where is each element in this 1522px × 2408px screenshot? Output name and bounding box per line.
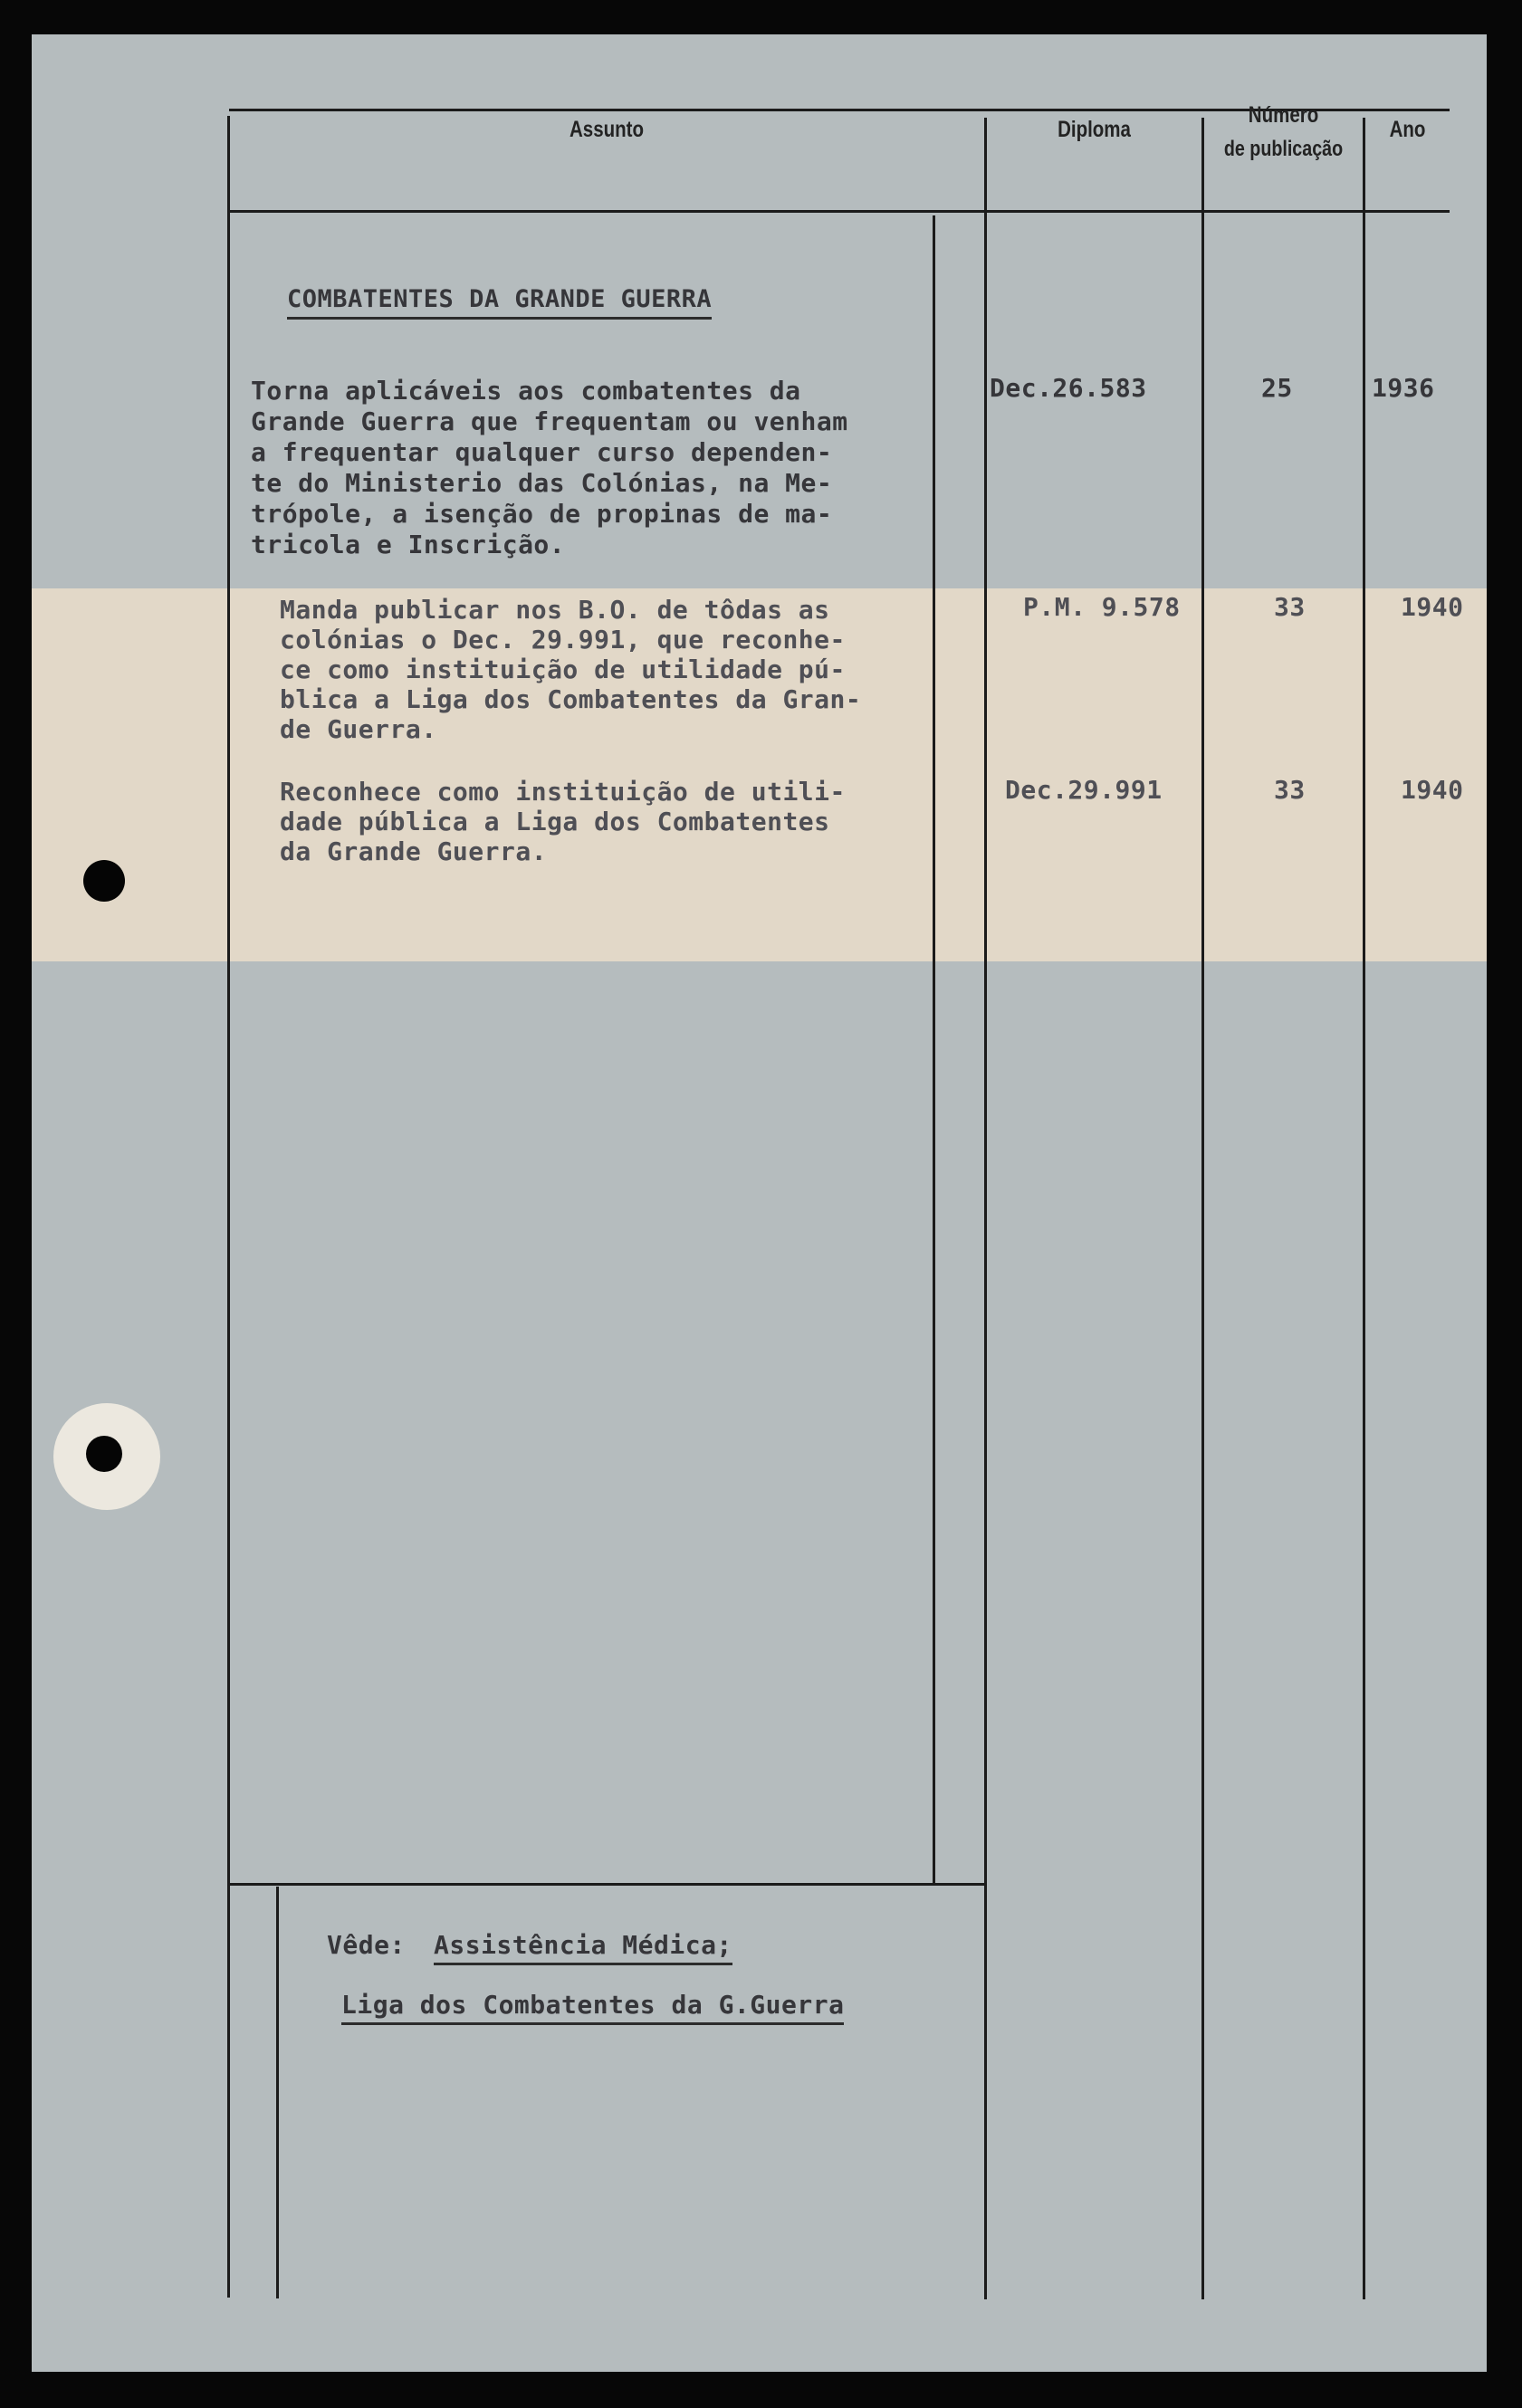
- vede-label: Vêde:: [327, 1930, 406, 1960]
- row3-assunto-line: dade pública a Liga dos Combatentes: [280, 807, 830, 836]
- header-numero-line1: Número: [1248, 102, 1319, 128]
- reference-assistencia-medica: Assistência Médica;: [434, 1930, 732, 1965]
- row1-assunto-line: Grande Guerra que frequentam ou venham: [251, 406, 848, 436]
- header-ano: Ano: [1389, 117, 1426, 142]
- row3-ano: 1940: [1401, 775, 1464, 805]
- row3-diploma: Dec.29.991: [1005, 775, 1163, 805]
- row2-assunto-line: Manda publicar nos B.O. de tôdas as: [280, 595, 830, 625]
- row2-assunto-line: colónias o Dec. 29.991, que reconhe-: [280, 625, 846, 655]
- header-numero-line2: de publicação: [1223, 137, 1344, 161]
- row3-numero: 33: [1274, 775, 1306, 805]
- row2-ano: 1940: [1401, 592, 1464, 622]
- row2-assunto-line: blica a Liga dos Combatentes da Gran-: [280, 684, 862, 714]
- row2-numero: 33: [1274, 592, 1306, 622]
- table-left-rule: [227, 116, 230, 2298]
- document-sheet: [32, 34, 1487, 2372]
- row1-assunto-line: te do Ministerio das Colónias, na Me-: [251, 468, 833, 498]
- row2-assunto-line: de Guerra.: [280, 714, 437, 744]
- assunto-inner-rule: [933, 215, 935, 1883]
- section-title: COMBATENTES DA GRANDE GUERRA: [287, 284, 712, 320]
- header-assunto: Assunto: [570, 117, 644, 142]
- row2-assunto-line: ce como instituição de utilidade pú-: [280, 655, 846, 684]
- row3-assunto-line: da Grande Guerra.: [280, 836, 548, 866]
- footer-separator-rule: [229, 1883, 985, 1886]
- column-rule-assunto: [984, 118, 987, 2299]
- punch-hole-top: [83, 860, 125, 902]
- column-rule-numero: [1363, 118, 1365, 2299]
- row1-assunto-line: Torna aplicáveis aos combatentes da: [251, 376, 801, 406]
- header-bottom-rule: [229, 210, 1450, 213]
- row1-ano: 1936: [1372, 373, 1435, 403]
- column-rule-diploma: [1201, 118, 1204, 2299]
- row1-assunto-line: a frequentar qualquer curso dependen-: [251, 437, 833, 467]
- row2-diploma: P.M. 9.578: [1023, 592, 1181, 622]
- row3-assunto-line: Reconhece como instituição de utili-: [280, 777, 846, 807]
- reference-liga-combatentes: Liga dos Combatentes da G.Guerra: [341, 1990, 844, 2025]
- row1-assunto-line: tricola e Inscrição.: [251, 530, 566, 559]
- footer-inner-rule: [276, 1887, 279, 2298]
- row1-numero: 25: [1261, 373, 1293, 403]
- row1-diploma: Dec.26.583: [990, 373, 1147, 403]
- header-diploma: Diploma: [1058, 117, 1131, 142]
- row1-assunto-line: trópole, a isenção de propinas de ma-: [251, 499, 833, 529]
- punch-hole-bottom: [86, 1436, 122, 1472]
